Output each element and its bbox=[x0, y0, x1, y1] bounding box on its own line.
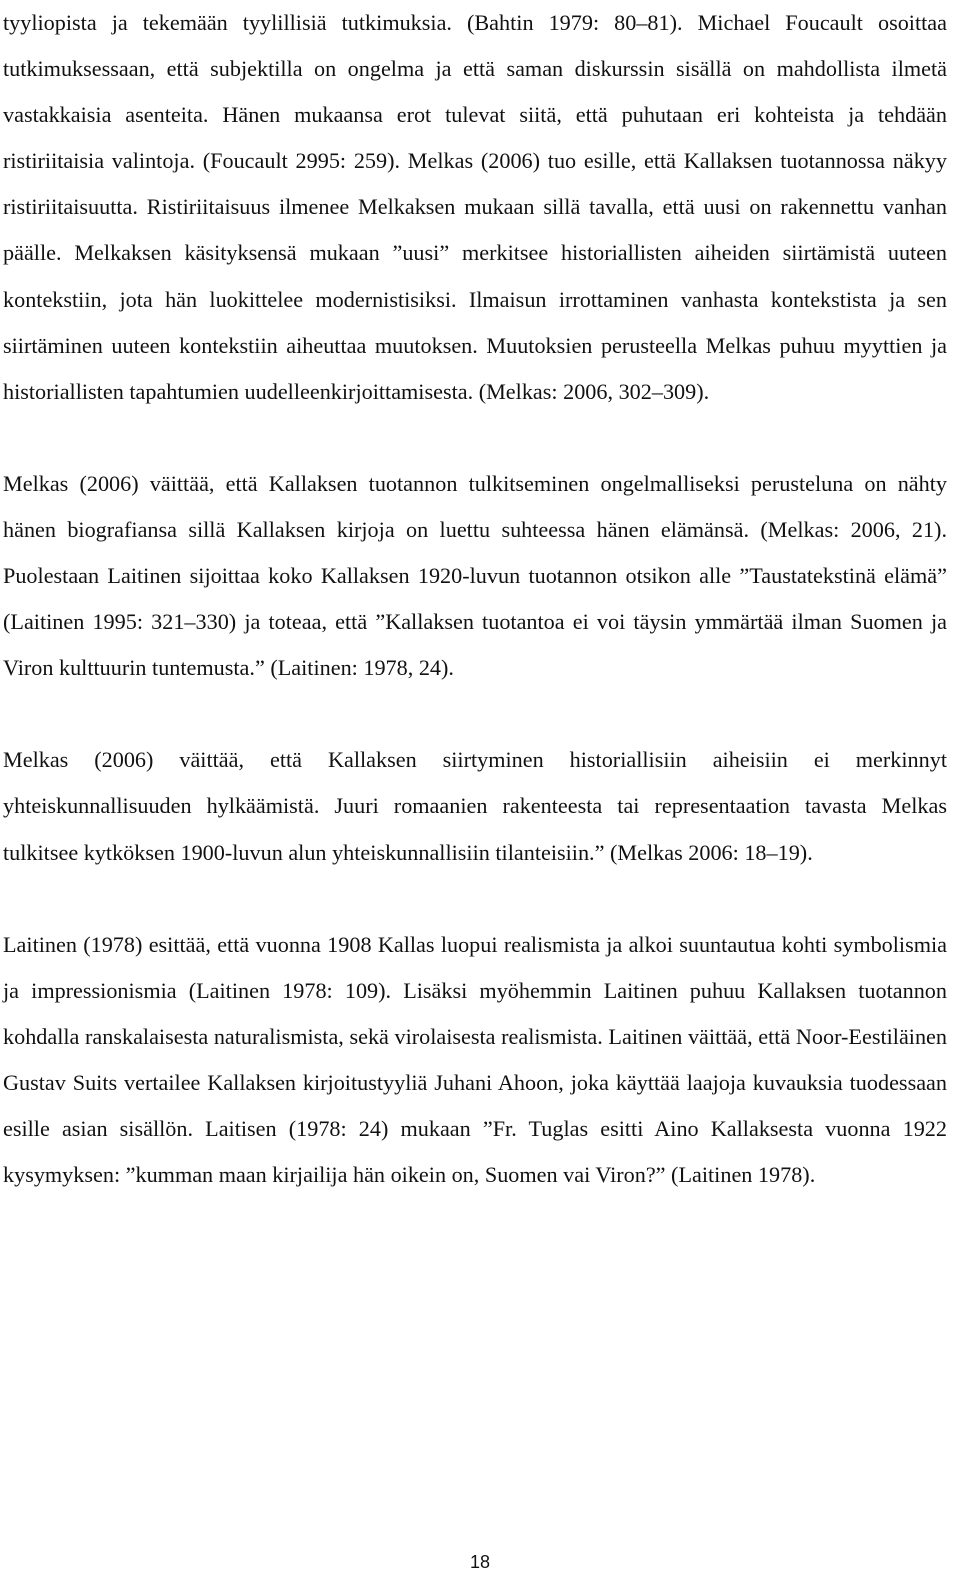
paragraph: Melkas (2006) väittää, että Kallaksen tuotannon tulkitseminen ongelmalliseksi perusteluna on nähty hänen biografiansa sillä Kallaksen kirjoja on luettu suhteessa hänen elämänsä. (Melkas: 2006, 21). Puolestaan Laitinen sijoittaa koko Kallaksen 1920-luvun tuotannon otsikon alle ”Taustatekstinä elämä” (Laitinen 1995: 321–330) ja toteaa, että ”Kallaksen tuotantoa ei voi täysin ymmärtää ilman Suomen ja Viron kulttuurin tuntemusta.” (Laitinen: 1978, 24). bbox=[3, 470, 947, 681]
page-number: 18 bbox=[469, 1552, 491, 1572]
document-page bbox=[3, 0, 947, 1198]
paragraph: Laitinen (1978) esittää, että vuonna 1908 Kallas luopui realismista ja alkoi suuntautua kohti symbolismia ja impressionismia (Laitinen 1978: 109). Lisäksi myöhemmin Laitinen puhuu Kallaksen tuotannon kohdalla ranskalaisesta naturalismista, sekä virolaisesta realismista. Laitinen väittää, että Noor-Eestiläinen Gustav Suits vertailee Kallaksen kirjoitustyyliä Juhani Ahoon, joka käyttää laajoja kuvauksia tuodessaan esille asian sisällön. Laitisen (1978: 24) mukaan ”Fr. Tuglas esitti Aino Kallaksesta vuonna 1922 kysymyksen: ”kumman maan kirjailija hän oikein on, Suomen vai Viron?” (Laitinen 1978). bbox=[3, 931, 947, 1188]
paragraph: tyyliopista ja tekemään tyylillisiä tutkimuksia. (Bahtin 1979: 80–81). Michael Foucault osoittaa tutkimuksessaan, että subjektilla on ongelma ja että saman diskurssin sisällä on mahdollista ilmetä vastakkaisia asenteita. Hänen mukaansa erot tulevat siitä, että puhutaan eri kohteista ja tehdään ristiriitaisia valintoja. (Foucault 2995: 259). Melkas (2006) tuo esille, että Kallaksen tuotannossa näkyy ristiriitaisuutta. Ristiriitaisuus ilmenee Melkaksen mukaan sillä tavalla, että uusi on rakennettu vanhan päälle. Melkaksen käsityksensä mukaan ”uusi” merkitsee historiallisten aiheiden siirtämistä uuteen kontekstiin, jota hän luokittelee modernistisiksi. Ilmaisun irrottaminen vanhasta kontekstista ja sen siirtäminen uuteen kontekstiin aiheuttaa muutoksen. Muutoksien perusteella Melkas puhuu myyttien ja historiallisten tapahtumien uudelleenkirjoittamisesta. (Melkas: 2006, 302–309). bbox=[3, 10, 947, 404]
paragraph: Melkas (2006) väittää, että Kallaksen siirtyminen historiallisiin aiheisiin ei merkinnyt yhteiskunnallisuuden hylkäämistä. Juuri romaanien rakenteesta tai representaation tavasta Melkas tulkitsee kytköksen 1900-luvun alun yhteiskunnallisiin tilanteisiin.” (Melkas 2006: 18–19). bbox=[3, 747, 947, 865]
